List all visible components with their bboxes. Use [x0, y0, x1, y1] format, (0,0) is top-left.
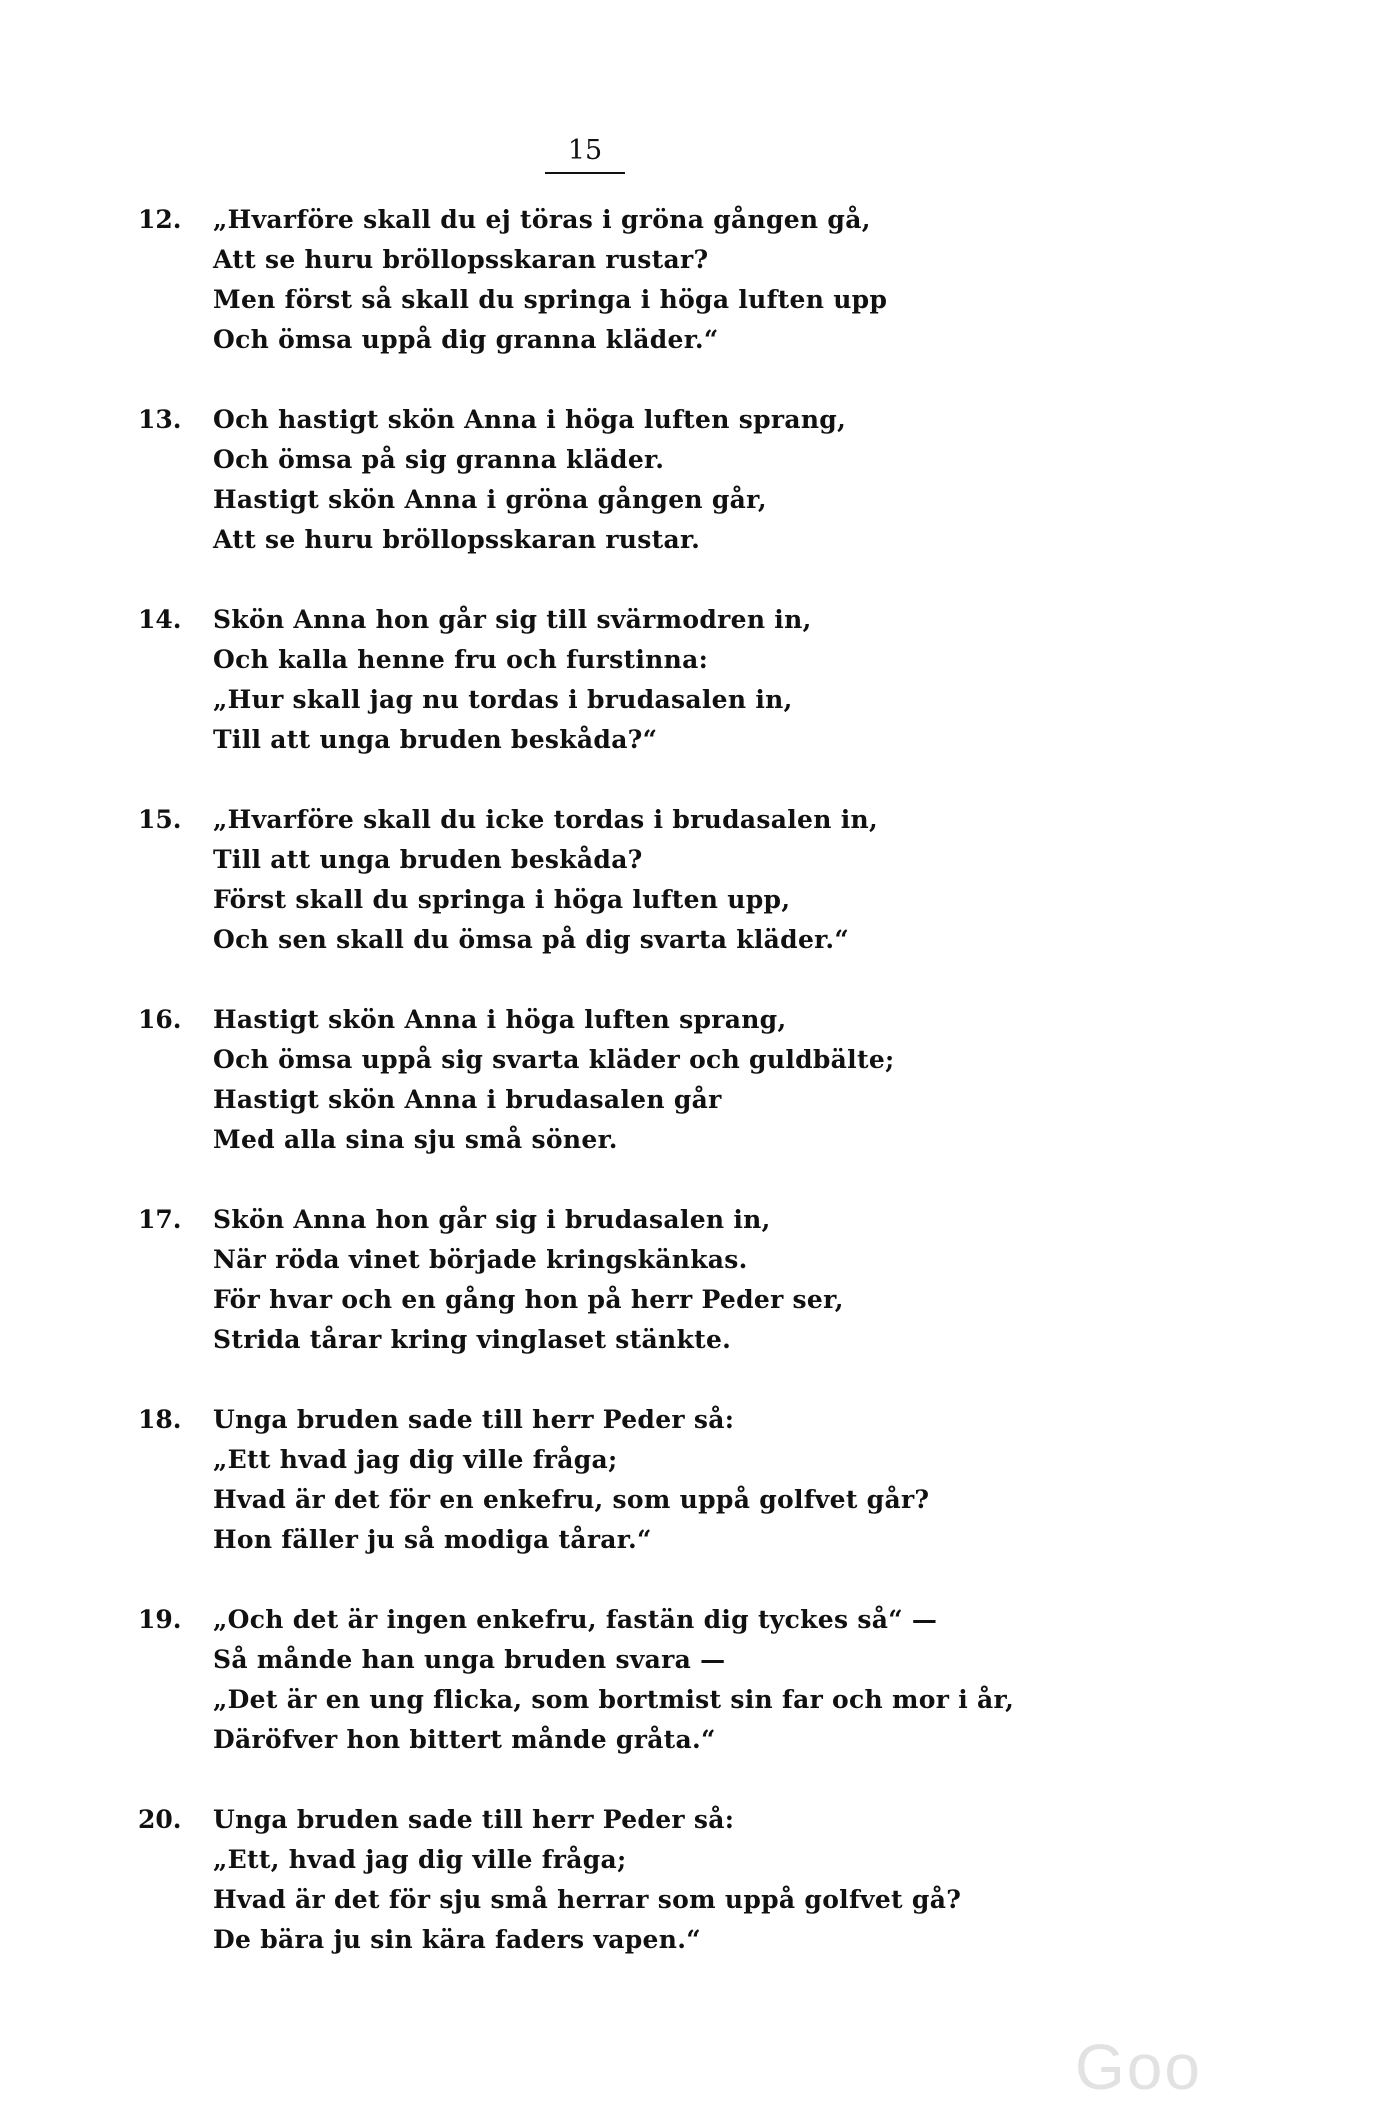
verse-line: Att se huru bröllopsskaran rustar.	[213, 525, 701, 554]
verse-line: Och hastigt skön Anna i höga luften sprang,	[213, 405, 847, 434]
stanza-number: 15.	[138, 805, 182, 834]
stanza-lines	[213, 1600, 1338, 1760]
verse-line: För hvar och en gång hon på herr Peder ser,	[213, 1285, 844, 1314]
watermark: Goo	[1075, 2031, 1202, 2103]
stanza-lines	[213, 1200, 1338, 1360]
verse-line: Och kalla henne fru och furstinna:	[213, 645, 709, 674]
verse-line: „Ett hvad jag dig ville fråga;	[213, 1445, 618, 1474]
verse-line: Hvad är det för sju små herrar som uppå golfvet gå?	[213, 1885, 962, 1914]
verse-line: Unga bruden sade till herr Peder så:	[213, 1405, 735, 1434]
stanza-20	[138, 1800, 1338, 1960]
verse-line: Hvad är det för en enkefru, som uppå golfvet går?	[213, 1485, 930, 1514]
verse-line: De bära ju sin kära faders vapen.“	[213, 1925, 701, 1954]
verse-line: Och ömsa uppå dig granna kläder.“	[213, 325, 719, 354]
stanza-lines	[213, 400, 1338, 560]
stanza-lines	[213, 600, 1338, 760]
page-number-rule	[545, 172, 625, 174]
stanza-19	[138, 1600, 1338, 1760]
verse-line: Och sen skall du ömsa på dig svarta kläder.“	[213, 925, 850, 954]
stanza-12	[138, 200, 1338, 360]
stanza-lines	[213, 1400, 1338, 1560]
stanza-number: 20.	[138, 1805, 182, 1834]
verse-line: „Ett, hvad jag dig ville fråga;	[213, 1845, 627, 1874]
stanza-lines	[213, 1000, 1338, 1160]
stanza-17	[138, 1200, 1338, 1360]
verse-line: Till att unga bruden beskåda?	[213, 845, 643, 874]
verse-line: När röda vinet började kringskänkas.	[213, 1245, 748, 1274]
verse-line: Skön Anna hon går sig till svärmodren in,	[213, 605, 812, 634]
verse-line: Men först så skall du springa i höga luften upp	[213, 285, 888, 314]
verse-line: Så månde han unga bruden svara —	[213, 1645, 726, 1674]
verse-line: Och ömsa uppå sig svarta kläder och guldbälte;	[213, 1045, 895, 1074]
verse-line: Hastigt skön Anna i gröna gången går,	[213, 485, 767, 514]
stanza-lines	[213, 200, 1338, 360]
verse-line: Till att unga bruden beskåda?“	[213, 725, 658, 754]
verse-line: Med alla sina sju små söner.	[213, 1125, 618, 1154]
verse-line: Hastigt skön Anna i höga luften sprang,	[213, 1005, 787, 1034]
verse-line: Däröfver hon bittert månde gråta.“	[213, 1725, 716, 1754]
page-number: 15	[567, 135, 603, 166]
stanza-15	[138, 800, 1338, 960]
verse-line: Att se huru bröllopsskaran rustar?	[213, 245, 709, 274]
stanza-lines	[213, 800, 1338, 960]
stanza-16	[138, 1000, 1338, 1160]
poem	[138, 200, 1338, 2000]
stanza-number: 16.	[138, 1005, 182, 1034]
stanza-18	[138, 1400, 1338, 1560]
verse-line: „Hvarföre skall du icke tordas i brudasalen in,	[213, 805, 879, 834]
verse-line: „Det är en ung flicka, som bortmist sin far och mor i år,	[213, 1685, 1015, 1714]
verse-line: „Hur skall jag nu tordas i brudasalen in,	[213, 685, 793, 714]
verse-line: Och ömsa på sig granna kläder.	[213, 445, 665, 474]
verse-line: „Och det är ingen enkefru, fastän dig tyckes så“ —	[213, 1605, 938, 1634]
stanza-13	[138, 400, 1338, 560]
stanza-number: 19.	[138, 1605, 182, 1634]
verse-line: Först skall du springa i höga luften upp,	[213, 885, 791, 914]
stanza-14	[138, 600, 1338, 760]
stanza-number: 18.	[138, 1405, 182, 1434]
verse-line: Skön Anna hon går sig i brudasalen in,	[213, 1205, 771, 1234]
verse-line: Hon fäller ju så modiga tårar.“	[213, 1525, 652, 1554]
stanza-number: 17.	[138, 1205, 182, 1234]
verse-line: Unga bruden sade till herr Peder så:	[213, 1805, 735, 1834]
verse-line: Strida tårar kring vinglaset stänkte.	[213, 1325, 732, 1354]
verse-line: Hastigt skön Anna i brudasalen går	[213, 1085, 722, 1114]
stanza-number: 12.	[138, 205, 182, 234]
stanza-number: 14.	[138, 605, 182, 634]
stanza-number: 13.	[138, 405, 182, 434]
stanza-lines	[213, 1800, 1338, 1960]
verse-line: „Hvarföre skall du ej töras i gröna gången gå,	[213, 205, 871, 234]
